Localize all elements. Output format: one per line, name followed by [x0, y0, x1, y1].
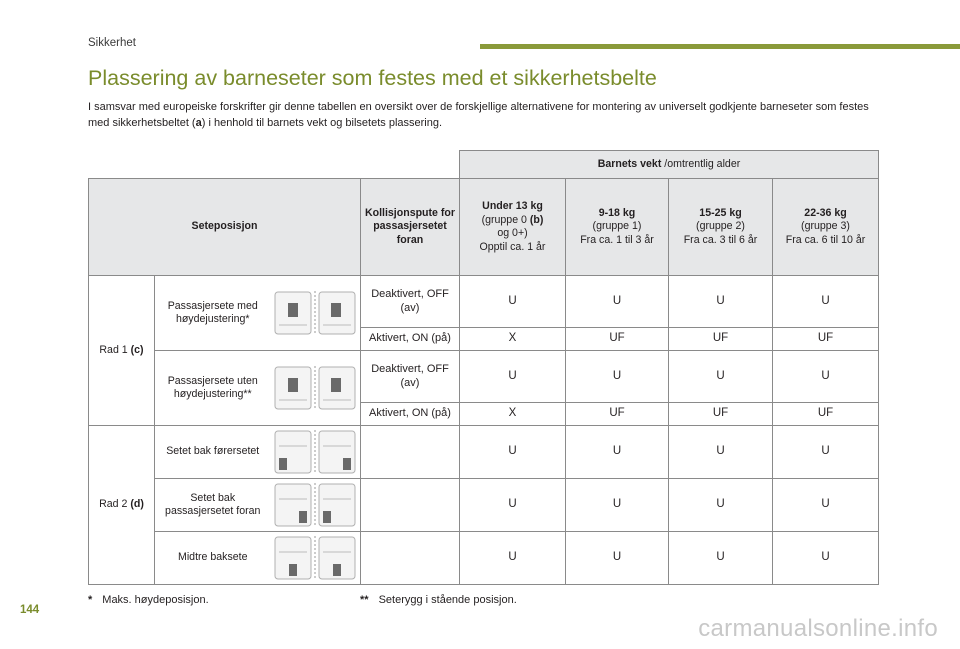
airbag-on-b: Aktivert, ON (på) [361, 403, 460, 426]
weight-group-bold: Barnets vekt [597, 157, 662, 170]
cell-d-1: U [566, 479, 669, 532]
cell-a-off-3: U [773, 276, 879, 328]
cell-d-0: U [460, 479, 566, 532]
page-number: 144 [20, 604, 40, 616]
cell-b-off-0: U [460, 351, 566, 403]
cell-e-2: U [669, 532, 773, 585]
weight-col-header-1: 9-18 kg (gruppe 1) Fra ca. 1 til 3 år [566, 179, 669, 276]
cell-d-3: U [773, 479, 879, 532]
airbag-empty-c [361, 426, 460, 479]
footnote-1: * Maks. høydeposisjon. [88, 594, 209, 606]
section-rule [480, 44, 960, 49]
seat-position-header: Seteposisjon [89, 179, 361, 276]
cell-b-on-3: UF [773, 403, 879, 426]
seat-label-b: Passasjersete uten høydejustering** [155, 351, 271, 426]
cell-c-1: U [566, 426, 669, 479]
airbag-off-a: Deaktivert, OFF (av) [361, 276, 460, 328]
intro-text-1: I samsvar med europeiske forskrifter gir denne tabellen en oversikt over de forskjellige alternativene for montering av universelt godkjente barneseter som festes med sikkerhetsbeltet ( [88, 101, 869, 129]
cell-e-3: U [773, 532, 879, 585]
footnote-2: ** Seterygg i stående posisjon. [360, 594, 517, 606]
header-spacer [89, 151, 460, 179]
rear-left-seat-diagram-icon [273, 428, 357, 476]
cell-a-off-0: U [460, 276, 566, 328]
cell-e-0: U [460, 532, 566, 585]
cell-b-off-1: U [566, 351, 669, 403]
cell-b-on-2: UF [669, 403, 773, 426]
airbag-on-a: Aktivert, ON (på) [361, 328, 460, 351]
intro-text-2: ) i henhold til barnets vekt og bilsetets plassering. [201, 117, 443, 129]
row-group-rad-1: Rad 1 (c) [89, 276, 155, 426]
row-group-rad-2: Rad 2 (d) [89, 426, 155, 585]
cell-a-on-0: X [460, 328, 566, 351]
cell-a-on-1: UF [566, 328, 669, 351]
airbag-header: Kollisjonspute for passasjersetet foran [361, 179, 460, 276]
cell-a-off-2: U [669, 276, 773, 328]
page-title: Plassering av barneseter som festes med et sikkerhetsbelte [88, 66, 657, 90]
seat-diagram-rear-left [271, 426, 361, 479]
seat-diagram-rear-middle [271, 532, 361, 585]
seat-diagram-front-2 [271, 351, 361, 426]
seat-diagram-rear-right [271, 479, 361, 532]
seat-label-e: Midtre baksete [155, 532, 271, 585]
cell-c-0: U [460, 426, 566, 479]
airbag-empty-e [361, 532, 460, 585]
cell-b-off-3: U [773, 351, 879, 403]
intro-paragraph [88, 99, 888, 131]
cell-a-on-2: UF [669, 328, 773, 351]
cell-d-2: U [669, 479, 773, 532]
cell-b-on-1: UF [566, 403, 669, 426]
cell-c-2: U [669, 426, 773, 479]
front-passenger-seat-diagram-icon [273, 289, 357, 337]
section-label: Sikkerhet [88, 37, 136, 49]
weight-group-rest: /omtrentlig alder [661, 157, 741, 170]
intro-bold-ref: a [195, 117, 202, 129]
airbag-empty-d [361, 479, 460, 532]
cell-b-on-0: X [460, 403, 566, 426]
front-passenger-seat-diagram-icon [273, 364, 357, 412]
cell-b-off-2: U [669, 351, 773, 403]
seat-label-c: Setet bak førersetet [155, 426, 271, 479]
weight-col-header-0: Under 13 kg (gruppe 0 (b) og 0+) Opptil ca. 1 år [460, 179, 566, 276]
weight-col-header-3: 22-36 kg (gruppe 3) Fra ca. 6 til 10 år [773, 179, 879, 276]
watermark: carmanualsonline.info [698, 615, 938, 642]
seat-label-d: Setet bak passasjersetet foran [155, 479, 271, 532]
cell-a-on-3: UF [773, 328, 879, 351]
cell-e-1: U [566, 532, 669, 585]
cell-a-off-1: U [566, 276, 669, 328]
cell-c-3: U [773, 426, 879, 479]
weight-col-header-2: 15-25 kg (gruppe 2) Fra ca. 3 til 6 år [669, 179, 773, 276]
seat-label-a: Passasjersete med høydejustering* [155, 276, 271, 351]
rear-right-seat-diagram-icon [273, 481, 357, 529]
seat-diagram-front [271, 276, 361, 351]
airbag-off-b: Deaktivert, OFF (av) [361, 351, 460, 403]
rear-middle-seat-diagram-icon [273, 534, 357, 582]
child-seat-table [88, 150, 879, 585]
weight-group-header [460, 151, 879, 179]
